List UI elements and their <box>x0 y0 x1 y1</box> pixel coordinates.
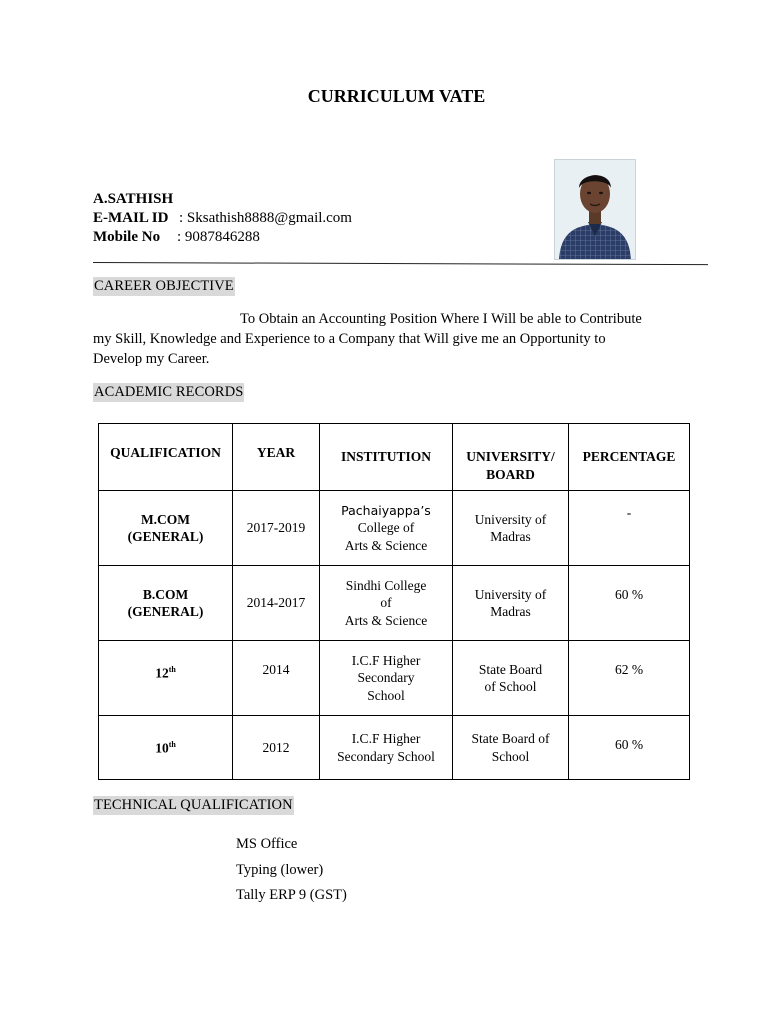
academic-records-table <box>98 423 690 780</box>
institution-line-1: I.C.F Higher <box>351 652 421 668</box>
technical-qualification-heading: TECHNICAL QUALIFICATION <box>94 797 293 813</box>
institution-line-2: Secondary <box>357 670 415 686</box>
institution-cell <box>320 716 453 780</box>
qualification-line-2: (GENERAL) <box>127 529 204 544</box>
table-row <box>99 716 690 780</box>
email-label: E-MAIL ID <box>93 210 169 226</box>
university-cell <box>453 566 569 641</box>
qualification-suffix: th <box>168 665 176 674</box>
career-objective-text <box>93 309 683 369</box>
university-cell <box>453 716 569 780</box>
header-university <box>453 424 569 491</box>
table-header-row <box>99 424 690 491</box>
percentage-cell: 60 % <box>569 716 690 780</box>
institution-cell <box>320 641 453 716</box>
university-cell <box>453 491 569 566</box>
header-divider <box>93 262 708 265</box>
list-item: Typing (lower) <box>236 861 324 878</box>
year-cell: 2014-2017 <box>233 566 320 641</box>
institution-line-2: College of <box>357 520 415 536</box>
header-percentage: PERCENTAGE <box>569 424 690 491</box>
header-qualification: QUALIFICATION <box>99 424 233 491</box>
institution-cell <box>320 566 453 641</box>
university-line-1: State Board <box>478 661 543 677</box>
resume-title: CURRICULUM VATE <box>307 86 486 106</box>
qualification-cell <box>99 716 233 780</box>
technical-qualification-list <box>236 832 347 909</box>
profile-photo <box>554 159 636 260</box>
table-row <box>99 641 690 716</box>
institution-line-1: I.C.F Higher <box>351 731 421 746</box>
candidate-name: A.SATHISH <box>93 191 174 207</box>
percentage-cell: - <box>569 491 690 566</box>
header-university-line-2: BOARD <box>486 466 535 482</box>
qualification-line-1: B.COM <box>142 586 189 602</box>
university-line-1: University of <box>474 586 547 602</box>
mobile-label: Mobile No <box>93 229 161 245</box>
university-cell <box>453 641 569 716</box>
university-line-2: School <box>491 748 530 764</box>
institution-line-3: School <box>367 687 405 703</box>
objective-line-2: my Skill, Knowledge and Experience to a Company that Will give me an Opportunity to <box>93 331 606 347</box>
objective-line-1: To Obtain an Accounting Position Where I Will be able to Contribute <box>240 311 642 327</box>
header-institution: INSTITUTION <box>320 424 453 491</box>
objective-line-3: Develop my Career. <box>93 351 210 367</box>
qualification-grade: 12 <box>155 665 169 681</box>
university-line-2: of School <box>484 679 537 694</box>
header-year: YEAR <box>233 424 320 491</box>
list-item: MS Office <box>236 836 298 852</box>
list-item: Tally ERP 9 (GST) <box>236 887 347 903</box>
person-photo-icon <box>555 160 635 259</box>
university-line-2: Madras <box>490 604 531 619</box>
university-line-1: State Board of <box>471 731 550 746</box>
qualification-line-2: (GENERAL) <box>127 604 204 619</box>
mobile-value: : 9087846288 <box>177 229 260 245</box>
institution-cell <box>320 491 453 566</box>
institution-line-2: Secondary School <box>337 748 435 764</box>
qualification-cell <box>99 491 233 566</box>
institution-line-3: Arts & Science <box>344 537 428 553</box>
institution-line-3: Arts & Science <box>344 612 428 628</box>
qualification-grade: 10 <box>155 740 169 756</box>
university-line-1: University of <box>474 511 547 527</box>
qualification-cell <box>99 641 233 716</box>
table-row <box>99 566 690 641</box>
year-cell: 2014 <box>233 641 320 716</box>
academic-records-heading: ACADEMIC RECORDS <box>94 384 244 400</box>
table-row <box>99 491 690 566</box>
institution-line-2: of <box>380 595 392 611</box>
percentage-cell: 62 % <box>569 641 690 716</box>
university-line-2: Madras <box>490 529 531 544</box>
header-university-line-1: UNIVERSITY/ <box>466 449 555 464</box>
qualification-line-1: M.COM <box>140 511 191 527</box>
career-objective-heading: CAREER OBJECTIVE <box>94 278 234 294</box>
contact-block <box>93 190 352 247</box>
qualification-cell <box>99 566 233 641</box>
year-cell: 2017-2019 <box>233 491 320 566</box>
institution-line-1: Pachaiyappa’s <box>341 502 431 518</box>
year-cell: 2012 <box>233 716 320 780</box>
qualification-suffix: th <box>168 740 176 749</box>
percentage-cell: 60 % <box>569 566 690 641</box>
institution-line-1: Sindhi College <box>345 577 427 593</box>
email-value: : Sksathish8888@gmail.com <box>179 210 352 226</box>
